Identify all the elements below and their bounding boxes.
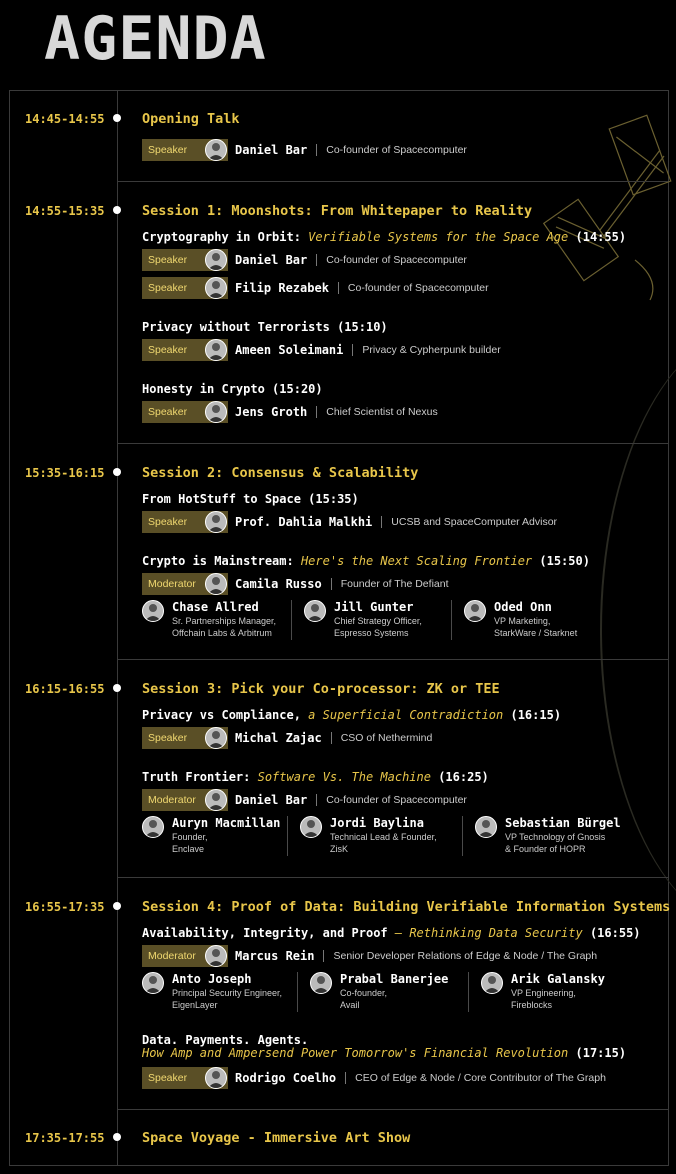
speaker-role: Privacy & Cypherpunk builder: [362, 344, 501, 356]
speaker-row: [142, 511, 557, 533]
moderator-row: [142, 573, 449, 595]
moderator-row: [142, 945, 597, 967]
separator: [316, 794, 317, 806]
speaker-name: Jens Groth: [235, 405, 308, 419]
panelist-role: VP Engineering,: [511, 988, 576, 998]
talk-subtitle: How Amp and Ampersend Power Tomorrow's Financial Revolution (17:15): [142, 1046, 627, 1060]
separator: [338, 282, 339, 294]
panelist-org: ZisK: [330, 844, 348, 854]
avatar: [205, 277, 227, 299]
speaker-role: CEO of Edge & Node / Core Contributor of The Graph: [355, 1072, 606, 1084]
panelist-role: Co-founder,: [340, 988, 388, 998]
avatar: [205, 573, 227, 595]
talk-title: Availability, Integrity, and Proof — Rethinking Data Security (16:55): [142, 926, 641, 940]
moderator-row: [142, 789, 467, 811]
separator: [323, 950, 324, 962]
session-title: Session 3: Pick your Co-processor: ZK or TEE: [142, 681, 500, 697]
timeline-line: [117, 91, 118, 1166]
panelist-name: Jill Gunter: [334, 600, 414, 614]
talk-title: From HotStuff to Space (15:35): [142, 492, 359, 506]
panelist-org: Fireblocks: [511, 1000, 553, 1010]
avatar: [205, 727, 227, 749]
time-slot: 14:45-14:55: [25, 112, 105, 126]
time-slot: 14:55-15:35: [25, 204, 105, 218]
avatar: [205, 511, 227, 533]
speaker-row: [142, 1067, 606, 1089]
separator: [331, 578, 332, 590]
panelist-role: Technical Lead & Founder,: [330, 832, 437, 842]
separator: [316, 254, 317, 266]
panelist-org: Offchain Labs & Arbitrum: [172, 628, 272, 638]
speaker-name: Rodrigo Coelho: [235, 1071, 337, 1085]
avatar: [142, 600, 164, 622]
role-tag: Speaker: [142, 727, 228, 749]
speaker-row: [142, 339, 501, 361]
role-tag: Speaker: [142, 277, 228, 299]
satellite-illustration: [540, 110, 676, 310]
speaker-role: Co-founder of Spacecomputer: [347, 282, 489, 294]
role-tag: Speaker: [142, 401, 228, 423]
avatar: [475, 816, 497, 838]
panelist: [142, 600, 292, 640]
role-tag: Speaker: [142, 249, 228, 271]
speaker-name: Daniel Bar: [235, 143, 308, 157]
talk-title: Honesty in Crypto (15:20): [142, 382, 323, 396]
divider: [117, 443, 668, 444]
separator: [331, 732, 332, 744]
panelist: [464, 600, 614, 640]
speaker-role: Founder of The Defiant: [340, 578, 449, 590]
panelist-role: Founder,: [172, 832, 208, 842]
speaker-name: Filip Rezabek: [235, 281, 329, 295]
avatar: [310, 972, 332, 994]
speaker-role: Co-founder of Spacecomputer: [326, 144, 467, 156]
session-title: Opening Talk: [142, 111, 240, 127]
panelist-org: & Founder of HOPR: [505, 844, 586, 854]
panelists: [142, 600, 626, 640]
time-slot: 17:35-17:55: [25, 1131, 105, 1145]
talk-title: Crypto is Mainstream: Here's the Next Scaling Frontier (15:50): [142, 554, 590, 568]
panelist-name: Oded Onn: [494, 600, 552, 614]
speaker-name: Daniel Bar: [235, 793, 308, 807]
session-title: Session 1: Moonshots: From Whitepaper to Reality: [142, 203, 533, 219]
panelist-role: Principal Security Engineer,: [172, 988, 283, 998]
panelist: [300, 816, 463, 856]
panelist: [142, 972, 298, 1012]
divider: [117, 877, 668, 878]
panelists: [142, 972, 643, 1012]
avatar: [142, 816, 164, 838]
speaker-row: [142, 277, 489, 299]
timeline-dot: [113, 468, 121, 476]
talk-title: Data. Payments. Agents.: [142, 1033, 309, 1047]
talk-title: Cryptography in Orbit: Verifiable Systems for the Space Age (14:55): [142, 230, 627, 244]
speaker-role: Co-founder of Spacecomputer: [326, 794, 467, 806]
avatar: [205, 945, 227, 967]
panelist-org: StarkWare / Starknet: [494, 628, 578, 638]
panelist: [142, 816, 288, 856]
separator: [381, 516, 382, 528]
role-tag: Speaker: [142, 1067, 228, 1089]
session-title: Session 2: Consensus & Scalability: [142, 465, 419, 481]
time-slot: 16:55-17:35: [25, 900, 105, 914]
time-slot: 16:15-16:55: [25, 682, 105, 696]
avatar: [205, 339, 227, 361]
role-tag: Moderator: [142, 789, 228, 811]
speaker-name: Camila Russo: [235, 577, 322, 591]
timeline-dot: [113, 902, 121, 910]
separator: [352, 344, 353, 356]
speaker-role: Co-founder of Spacecomputer: [326, 254, 467, 266]
timeline-dot: [113, 684, 121, 692]
speaker-name: Marcus Rein: [235, 949, 315, 963]
avatar: [205, 401, 227, 423]
panelist-role: VP Technology of Gnosis: [505, 832, 606, 842]
talk-title: Privacy vs Compliance, a Superficial Contradiction (16:15): [142, 708, 562, 722]
speaker-role: Chief Scientist of Nexus: [326, 406, 438, 418]
panelist-name: Anto Joseph: [172, 972, 252, 986]
speaker-row: [142, 401, 438, 423]
speaker-role: CSO of Nethermind: [340, 732, 433, 744]
divider: [117, 1109, 668, 1110]
panelist-org: Espresso Systems: [334, 628, 409, 638]
panelist-role: VP Marketing,: [494, 616, 551, 626]
role-tag: Moderator: [142, 573, 228, 595]
avatar: [205, 249, 227, 271]
panelist-name: Sebastian Bürgel: [505, 816, 621, 830]
avatar: [205, 1067, 227, 1089]
speaker-name: Michal Zajac: [235, 731, 322, 745]
speaker-role: Senior Developer Relations of Edge & Node / The Graph: [333, 950, 598, 962]
timeline-dot: [113, 206, 121, 214]
panelist: [304, 600, 452, 640]
session-title: Space Voyage - Immersive Art Show: [142, 1130, 411, 1146]
separator: [345, 1072, 346, 1084]
panelist-org: EigenLayer: [172, 1000, 218, 1010]
speaker-name: Prof. Dahlia Malkhi: [235, 515, 373, 529]
panelist-role: Sr. Partnerships Manager,: [172, 616, 277, 626]
speaker-row: [142, 139, 467, 161]
separator: [316, 406, 317, 418]
panelist-role: Chief Strategy Officer,: [334, 616, 422, 626]
divider: [117, 181, 668, 182]
panelist: [310, 972, 469, 1012]
panelists: [142, 816, 657, 856]
panelist: [481, 972, 631, 1012]
avatar: [481, 972, 503, 994]
speaker-row: [142, 727, 432, 749]
avatar: [142, 972, 164, 994]
speaker-name: Ameen Soleimani: [235, 343, 344, 357]
talk-title: Privacy without Terrorists (15:10): [142, 320, 388, 334]
panelist-name: Chase Allred: [172, 600, 259, 614]
avatar: [205, 139, 227, 161]
panelist-org: Avail: [340, 1000, 360, 1010]
panelist-name: Prabal Banerjee: [340, 972, 449, 986]
avatar: [300, 816, 322, 838]
panelist: [475, 816, 645, 856]
role-tag: Speaker: [142, 339, 228, 361]
speaker-row: [142, 249, 467, 271]
avatar: [205, 789, 227, 811]
panelist-name: Arik Galansky: [511, 972, 605, 986]
panelist-name: Jordi Baylina: [330, 816, 424, 830]
talk-title: Truth Frontier: Software Vs. The Machine (16:25): [142, 770, 489, 784]
avatar: [464, 600, 486, 622]
timeline-dot: [113, 114, 121, 122]
separator: [316, 144, 317, 156]
divider: [117, 659, 668, 660]
page-title: AGENDA: [44, 4, 267, 74]
panelist-org: Enclave: [172, 844, 205, 854]
time-slot: 15:35-16:15: [25, 466, 105, 480]
speaker-role: UCSB and SpaceComputer Advisor: [391, 516, 558, 528]
panelist-name: Auryn Macmillan: [172, 816, 281, 830]
timeline-dot: [113, 1133, 121, 1141]
role-tag: Speaker: [142, 511, 228, 533]
avatar: [304, 600, 326, 622]
speaker-name: Daniel Bar: [235, 253, 308, 267]
session-title: Session 4: Proof of Data: Building Verifiable Information Systems: [142, 899, 671, 915]
role-tag: Speaker: [142, 139, 228, 161]
role-tag: Moderator: [142, 945, 228, 967]
